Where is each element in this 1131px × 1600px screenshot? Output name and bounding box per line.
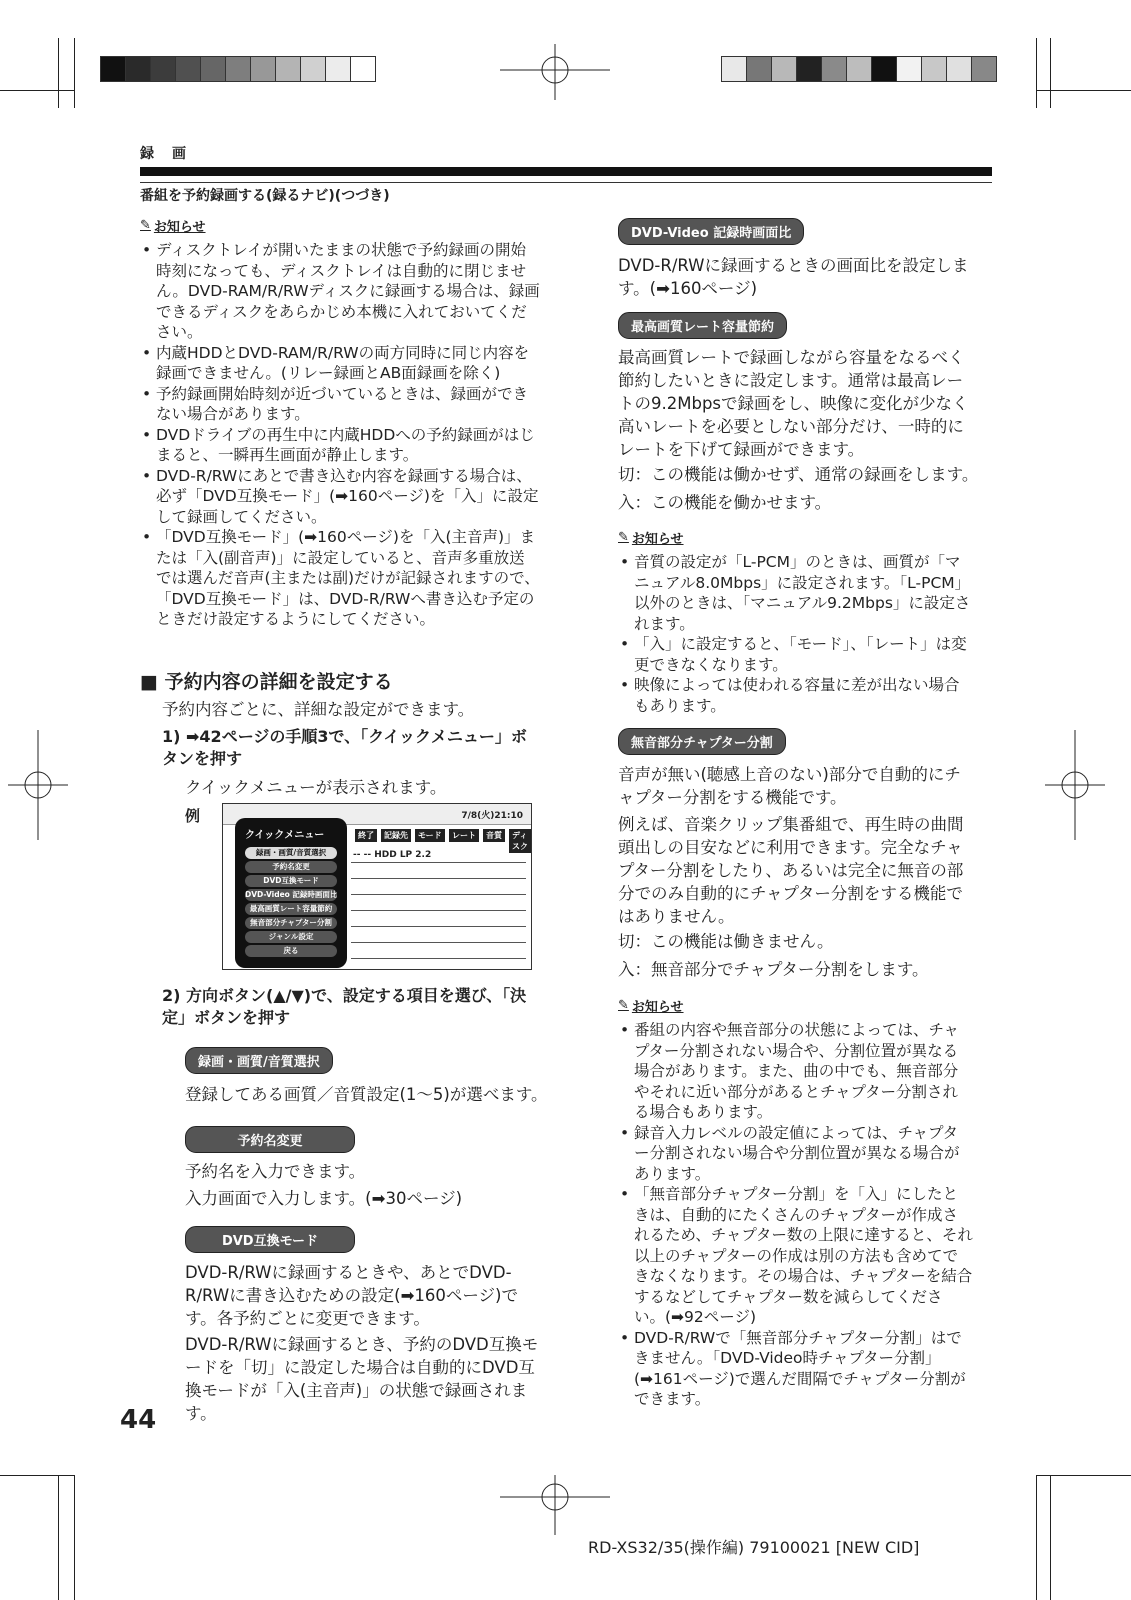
pill-max-rate-text: 最高画質レートで録画しながら容量をなるべく節約したいときに設定します。通常は最高レートの9.2Mbpsで録画をし、映像に変化が少なく高いレートを必要としない部分だけ、一時的にレートを下げて録画ができます。 xyxy=(618,348,969,459)
note-item: • DVDドライブの再生中に内蔵HDDへの予約録画がはじまると、一瞬再生画面が静止します。 xyxy=(140,425,540,466)
screen-date: 7/8(火)21:10 xyxy=(461,811,523,821)
note-list-right-1 xyxy=(618,552,973,716)
crop-mark xyxy=(1036,38,1037,108)
registration-mark-right xyxy=(1045,730,1105,840)
note-item: • 番組の内容や無音部分の状態によっては、チャプター分割されない場合や、分割位置が異なる場合があります。また、曲の中でも、無音部分やそれに近い部分があるとチャプター分割される場合もあります。 xyxy=(618,1020,973,1123)
screen-column-header: 記録先 xyxy=(381,829,411,842)
pencil-icon: ✎ xyxy=(618,998,629,1013)
pill-rename: 予約名変更 xyxy=(185,1126,355,1153)
screen-column-header: 音質 xyxy=(483,829,505,842)
color-swatch xyxy=(872,57,896,81)
header-rule-thin xyxy=(140,182,992,183)
registration-mark-bottom xyxy=(500,1475,610,1535)
step-2: 2) 方向ボタン(▲/▼)で、設定する項目を選び、「決定」ボタンを押す xyxy=(162,986,527,1027)
page-number: 44 xyxy=(120,1405,157,1435)
pill-silent-chapter-text-1: 音声が無い(聴感上音のない)部分で自動的にチャプター分割をする機能です。 xyxy=(618,765,961,807)
color-swatch xyxy=(797,57,821,81)
screen-line xyxy=(351,958,526,959)
screen-column-header: レート xyxy=(449,829,479,842)
note-item: • ディスクトレイが開いたままの状態で予約録画の開始時刻になっても、ディスクトレイは自動的に閉じません。DVD-RAM/R/RWディスクに録画する場合は、録画できるディスクをあらかじめ本機に入れておいてください。 xyxy=(140,240,540,343)
note-item: • DVD-R/RWで「無音部分チャプター分割」はできません。「DVD-Video時チャプター分割」(➡161ページ)で選んだ間隔でチャプター分割ができます。 xyxy=(618,1328,973,1410)
note-heading: ✎ お知らせ xyxy=(140,218,206,235)
pill-max-rate-on: 入：この機能を働かせます。 xyxy=(618,493,832,512)
quick-menu-item: 戻る xyxy=(245,945,337,957)
pill-max-rate: 最高画質レート容量節約 xyxy=(618,312,787,339)
header-rule xyxy=(140,167,992,176)
quick-menu-item: DVD-Video 記録時画面比 xyxy=(245,890,337,899)
crop-mark xyxy=(0,1475,74,1476)
pill-rename-text-1: 予約名を入力できます。 xyxy=(185,1162,366,1181)
quick-menu-item: 無音部分チャプター分割 xyxy=(245,917,337,929)
color-swatch xyxy=(201,57,225,81)
quick-menu xyxy=(235,818,347,968)
quick-menu-title: クイックメニュー xyxy=(245,830,325,841)
section-title: 録 画 xyxy=(140,146,188,162)
screen-line xyxy=(351,894,526,895)
footer-code: RD-XS32/35(操作編) 79100021 [NEW CID] xyxy=(588,1538,920,1557)
pill-record-quality: 録画・画質/音質選択 xyxy=(185,1047,333,1074)
screen-column-header: 終了 xyxy=(355,829,377,842)
note-heading-right-2: ✎ お知らせ xyxy=(618,998,684,1015)
note-item: • 「入」に設定すると、「モード」、「レート」は変更できなくなります。 xyxy=(618,634,973,675)
pill-record-quality-text: 登録してある画質／音質設定(1〜5)が選べます。 xyxy=(185,1085,548,1104)
pill-dvd-compat-text-2: DVD-R/RWに録画するとき、予約のDVD互換モードを「切」に設定した場合は自動的にDVD互換モードが「入(主音声)」の状態で録画されます。 xyxy=(185,1335,539,1423)
screen-line xyxy=(351,878,526,879)
crop-mark xyxy=(1036,1475,1131,1476)
note-item: • 録音入力レベルの設定値によっては、チャプター分割されない場合や分割位置が異なる場合があります。 xyxy=(618,1123,973,1185)
color-swatch xyxy=(972,57,996,81)
note-item: • 音質の設定が「L-PCM」のときは、画質が「マニュアル8.0Mbps」に設定されます。「L-PCM」以外のときは、「マニュアル9.2Mbps」に設定されます。 xyxy=(618,552,973,634)
step-1: 1) ➡42ページの手順3で、「クイックメニュー」ボタンを押す xyxy=(162,727,527,768)
screen-column-header: ディスク xyxy=(509,829,531,853)
color-swatch xyxy=(251,57,275,81)
pill-dvd-video-aspect: DVD-Video 記録時画面比 xyxy=(618,218,804,245)
color-swatch xyxy=(276,57,300,81)
color-swatch xyxy=(747,57,771,81)
note-list-right-2 xyxy=(618,1020,973,1410)
crop-mark xyxy=(1036,1475,1037,1600)
quick-menu-item: ジャンル設定 xyxy=(245,931,337,943)
pill-silent-chapter-on: 入：無音部分でチャプター分割をします。 xyxy=(618,960,929,979)
crop-mark xyxy=(0,90,74,91)
note-item: • 内蔵HDDとDVD-RAM/R/RWの両方同時に同じ内容を録画できません。(リレー録画とAB面録画を除く) xyxy=(140,343,540,384)
page-subtitle: 番組を予約録画する(録るナビ)(つづき) xyxy=(140,188,390,204)
registration-mark-left xyxy=(8,730,68,840)
pill-max-rate-off: 切：この機能は働かせず、通常の録画をします。 xyxy=(618,465,979,484)
color-swatch xyxy=(301,57,325,81)
pill-dvd-compat-text-1: DVD-R/RWに録画するときや、あとでDVD-R/RWに書き込むための設定(➡160ページ)です。各予約ごとに変更できます。 xyxy=(185,1263,518,1328)
crop-mark xyxy=(1050,38,1051,108)
color-swatch xyxy=(847,57,871,81)
pill-silent-chapter-off: 切：この機能は働きません。 xyxy=(618,932,834,951)
color-swatch xyxy=(772,57,796,81)
color-swatch xyxy=(176,57,200,81)
color-swatch xyxy=(151,57,175,81)
color-swatch xyxy=(897,57,921,81)
color-swatch xyxy=(126,57,150,81)
screen-line xyxy=(351,926,526,927)
quick-menu-item: 最高画質レート容量節約 xyxy=(245,903,337,915)
pill-silent-chapter-text-2: 例えば、音楽クリップ集番組で、再生時の曲間頭出しの目安などに利用できます。完全なチャプター分割をしたり、あるいは完全に無音の部分でのみ自動的にチャプター分割をする機能ではありません。 xyxy=(618,815,964,926)
note-item: • 予約録画開始時刻が近づいているときは、録画ができない場合があります。 xyxy=(140,384,540,425)
crop-mark xyxy=(58,1475,59,1600)
color-swatch xyxy=(101,57,125,81)
crop-mark xyxy=(58,38,59,108)
quick-menu-item: DVD互換モード xyxy=(245,875,337,887)
quick-menu-item: 録画・画質/音質選択 xyxy=(245,847,337,859)
note-item: • DVD-R/RWにあとで書き込む内容を録画する場合は、必ず「DVD互換モード」(➡160ページ)を「入」に設定して録画してください。 xyxy=(140,466,540,528)
screen-line xyxy=(351,910,526,911)
note-item: • 映像によっては使われる容量に差が出ない場合もあります。 xyxy=(618,675,973,716)
screen-row: -- -- HDD LP 2.2 xyxy=(353,850,432,860)
step-1-description: クイックメニューが表示されます。 xyxy=(185,778,447,797)
crop-mark xyxy=(74,38,75,108)
pill-dvd-video-aspect-text: DVD-R/RWに録画するときの画面比を設定します。(➡160ページ) xyxy=(618,256,969,298)
screen-line xyxy=(351,942,526,943)
registration-mark-top xyxy=(500,44,610,100)
section-heading: ■ 予約内容の詳細を設定する xyxy=(140,671,393,693)
crop-mark xyxy=(74,1475,75,1600)
pill-silent-chapter: 無音部分チャプター分割 xyxy=(618,728,786,755)
quick-menu-screenshot xyxy=(222,803,532,970)
pill-dvd-compat: DVD互換モード xyxy=(185,1226,355,1253)
color-swatch xyxy=(326,57,350,81)
crop-mark xyxy=(1050,1475,1051,1600)
color-swatch xyxy=(822,57,846,81)
quick-menu-item: 予約名変更 xyxy=(245,861,337,873)
color-swatch xyxy=(351,57,375,81)
color-swatch xyxy=(922,57,946,81)
note-list xyxy=(140,240,540,630)
pencil-icon: ✎ xyxy=(140,218,151,233)
screen-column-header: モード xyxy=(415,829,445,842)
color-swatch xyxy=(226,57,250,81)
note-item: • 「DVD互換モード」(➡160ページ)を「入(主音声)」または「入(副音声)」に設定していると、音声多重放送では選んだ音声(主または副)だけが記録されますので、「DVD互換モード」は、DVD-R/RWへ書き込む予定のときだけ設定するようにしてください。 xyxy=(140,527,540,630)
crop-mark xyxy=(1036,90,1131,91)
color-swatch xyxy=(947,57,971,81)
pencil-icon: ✎ xyxy=(618,530,629,545)
screen-line xyxy=(351,862,526,863)
color-swatch xyxy=(722,57,746,81)
note-heading-right: ✎ お知らせ xyxy=(618,530,684,547)
note-item: • 「無音部分チャプター分割」を「入」にしたときは、自動的にたくさんのチャプターが作成されるため、チャプター数の上限に達すると、それ以上のチャプターの作成は別の方法も含めてできなくなります。その場合は、チャプターを結合するなどしてチャプター数を減らしてください。(➡92ページ) xyxy=(618,1184,973,1328)
intro-text: 予約内容ごとに、詳細な設定ができます。 xyxy=(162,700,475,719)
example-label: 例 xyxy=(185,807,201,825)
pill-rename-text-2: 入力画面で入力します。(➡30ページ) xyxy=(185,1189,463,1208)
